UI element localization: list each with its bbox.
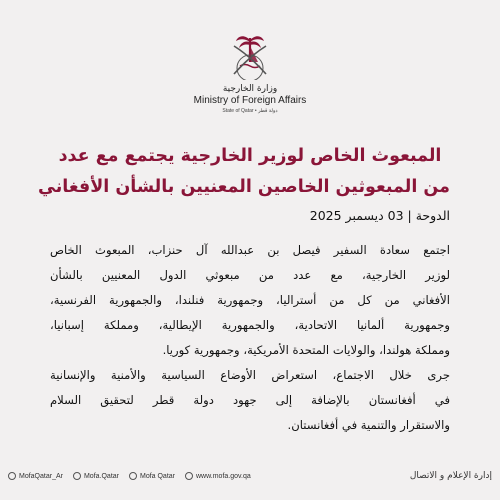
- paragraph-line: لوزير الخارجية، مع عدد من مبعوثي الدول المعنيين بالشأن: [50, 268, 450, 282]
- paragraph-line: وجمهورية ألمانيا الاتحادية، والجمهورية الإيطالية، ومملكة إسبانيا،: [50, 318, 450, 332]
- x-icon: [8, 472, 16, 480]
- social-handle: Mofa Qatar: [139, 472, 175, 480]
- qatar-emblem-icon: [220, 32, 280, 80]
- social-handle: MofaQatar_Ar: [19, 472, 63, 480]
- headline-line-2: من المبعوثين الخاصين المعنيين بالشأن الأفغاني: [38, 177, 450, 197]
- instagram-icon: [73, 472, 81, 480]
- social-link-facebook[interactable]: [129, 472, 175, 480]
- ministry-logo: [0, 32, 500, 127]
- paragraph-line: جرى خلال الاجتماع، استعراض الأوضاع السياسية والأمنية والإنسانية: [50, 368, 450, 382]
- paragraph-line: ومملكة هولندا، والولايات المتحدة الأمريكية، وجمهورية كوريا.: [162, 343, 450, 357]
- facebook-icon: [129, 472, 137, 480]
- paragraph-line: اجتمع سعادة السفير فيصل بن عبدالله آل حنزاب، المبعوث الخاص: [50, 243, 450, 257]
- website-link[interactable]: [185, 472, 251, 480]
- department-name: إدارة الإعلام و الاتصال: [409, 471, 492, 481]
- paragraph-line: الأفغاني من كل من أستراليا، وجمهورية فنلندا، والجمهورية الفرنسية،: [50, 293, 450, 307]
- social-link-instagram[interactable]: [73, 472, 119, 480]
- social-handle: Mofa.Qatar: [83, 472, 119, 480]
- web-icon: [185, 472, 193, 480]
- website-url: www.mofa.gov.qa: [196, 472, 251, 480]
- dateline: الدوحة | 03 ديسمبر 2025: [309, 208, 450, 223]
- news-headline: [38, 141, 450, 203]
- state-of-qatar-label: State of Qatar • دولة قطر: [222, 108, 278, 114]
- social-links: [8, 472, 251, 480]
- headline-line-1: المبعوث الخاص لوزير الخارجية يجتمع مع عدد: [58, 146, 442, 166]
- footer: [0, 460, 500, 500]
- ministry-name-arabic: وزارة الخارجية: [222, 84, 278, 94]
- ministry-name-english: Ministry of Foreign Affairs: [193, 95, 307, 106]
- body-paragraph-2: [50, 363, 450, 438]
- body-paragraph-1: [50, 238, 450, 363]
- paragraph-line: في أفغانستان بالإضافة إلى جهود دولة قطر لتحقيق السلام: [50, 393, 450, 407]
- social-link-x[interactable]: [8, 472, 63, 480]
- paragraph-line: والاستقرار والتنمية في أفغانستان.: [287, 418, 450, 432]
